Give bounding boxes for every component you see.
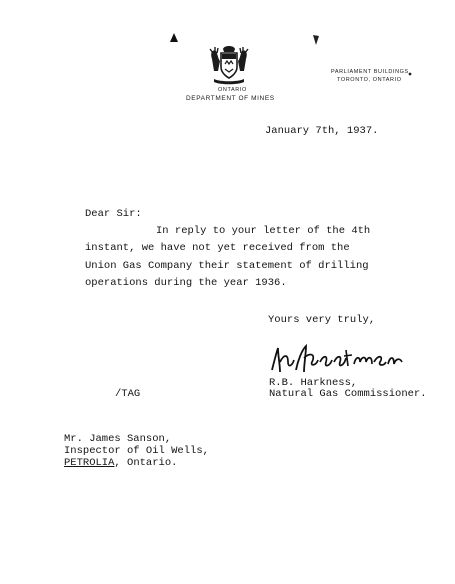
recipient-line-1: Mr. James Sanson,	[64, 433, 172, 445]
reference-initials: /TAG	[115, 388, 141, 400]
crest-label: ONTARIO	[218, 87, 247, 93]
address-line-1: PARLIAMENT BUILDINGS	[331, 69, 409, 75]
ink-mark-icon	[168, 30, 180, 44]
body-line: operations during the year 1936.	[85, 277, 287, 289]
body-line: instant, we have not yet received from the	[85, 242, 350, 254]
closing: Yours very truly,	[268, 314, 376, 326]
salutation: Dear Sir:	[85, 208, 142, 220]
recipient-line-2: Inspector of Oil Wells,	[64, 445, 209, 457]
body-line: In reply to your letter of the 4th	[156, 225, 371, 237]
ontario-crest-icon	[206, 41, 252, 87]
recipient-address	[64, 457, 177, 469]
address-line-2: TORONTO, ONTARIO	[337, 77, 402, 83]
ink-mark-icon	[312, 34, 320, 46]
letter-date: January 7th, 1937.	[265, 125, 379, 137]
signatory-name: R.B. Harkness,	[269, 377, 358, 389]
recipient-city: PETROLIA	[64, 457, 115, 469]
body-line: Union Gas Company their statement of drilling	[85, 260, 369, 272]
signatory-title: Natural Gas Commissioner.	[269, 388, 427, 400]
department-name: DEPARTMENT OF MINES	[186, 95, 275, 102]
recipient-region: , Ontario.	[114, 457, 178, 469]
handwritten-signature	[268, 340, 408, 378]
